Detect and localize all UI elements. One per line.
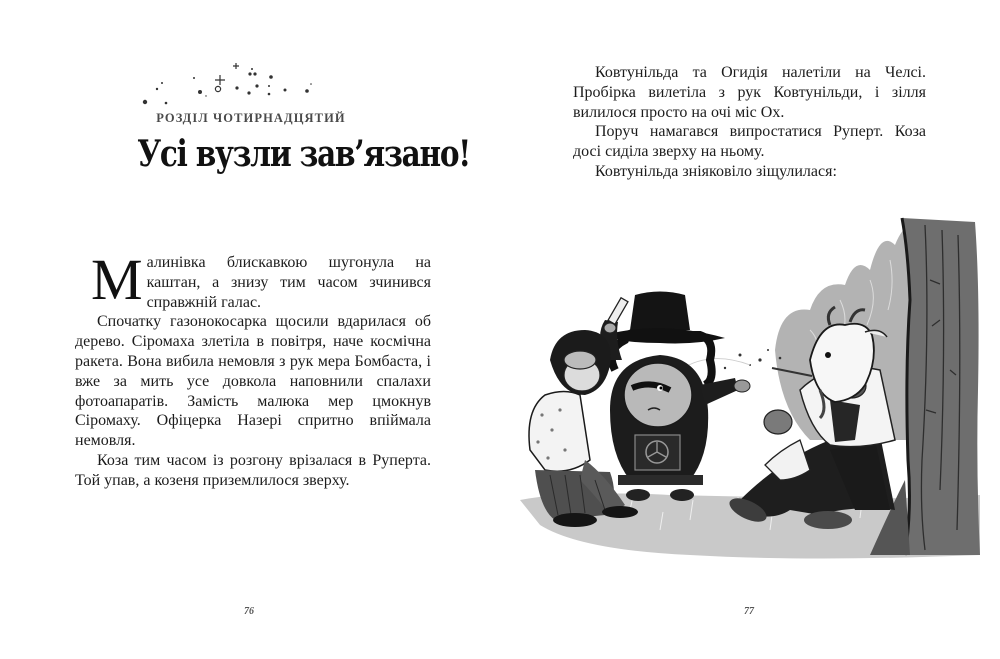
paragraph-6: Ковтунільда зніяковіло зіщулилася: <box>595 162 837 180</box>
sparkles-decoration-icon <box>140 55 330 110</box>
right-page-body <box>573 63 926 182</box>
drop-cap: М <box>91 247 143 312</box>
paragraph-1 <box>75 247 431 312</box>
chapter-label: РОЗДІЛ ЧОТИРНАДЦЯТИЙ <box>156 111 346 125</box>
paragraph-5: Поруч намагався випростатися Руперт. Коза досі сиділа зверху на ньому. <box>573 123 926 161</box>
page-number-left: 76 <box>244 606 254 617</box>
paragraph-2: Спочатку газонокосарка щосили вдарилася об дерево. Сіромаха злетіла в повітря, наче космічна ракета. Вона вибила немовля з рук мера Бомбаста, і вже за мить усе довкола наповнили спалахи фотоапаратів. Замість малюка мер цмокнув Сіромаху. Офіцерка Назері спритно впіймала немовля. <box>75 313 431 450</box>
chapter-illustration <box>510 210 990 560</box>
paragraph-3: Коза тим часом із розгону врізалася в Руперта. Той упав, а козеня приземлилося зверху. <box>75 451 431 489</box>
left-page-body <box>75 247 431 491</box>
paragraph-4: Ковтунільда та Огидія налетіли на Челсі. Пробірка вилетіла з рук Ковтунільди, і зілля вилилося просто на очі міс Ох. <box>573 64 926 121</box>
illustration-scene-icon <box>510 210 990 560</box>
page-number-right: 77 <box>744 606 754 617</box>
chapter-title: Усі вузли зав’язано! <box>137 133 471 175</box>
paragraph-1-text: алинівка блискавкою шугонула на каштан, а знизу тим часом зчинився справжній галас. <box>146 254 431 311</box>
